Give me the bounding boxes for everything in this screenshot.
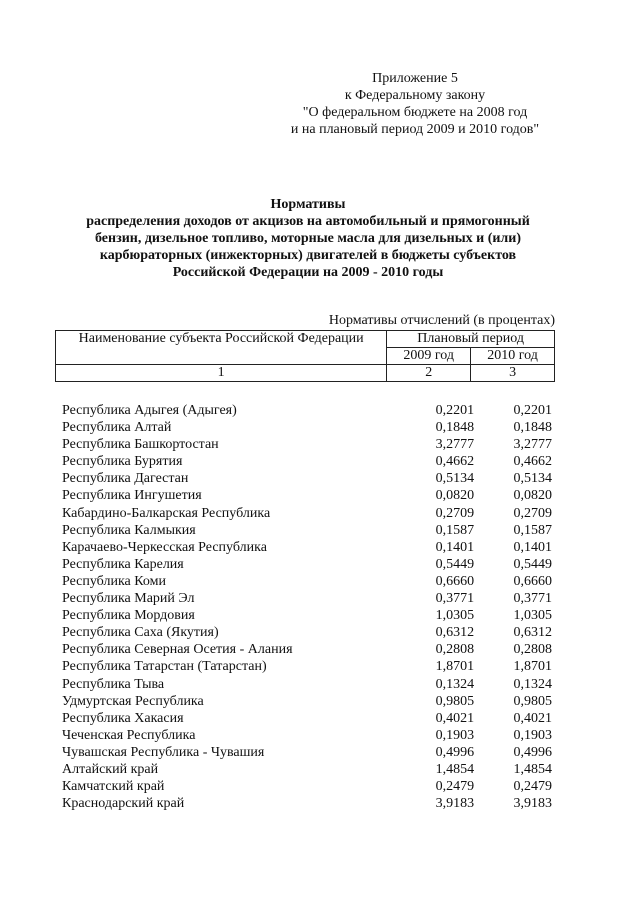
value-2010: 0,2479	[513, 779, 552, 795]
value-2010: 3,9183	[513, 796, 552, 812]
value-2009: 0,2808	[435, 642, 475, 658]
table-row	[62, 744, 552, 761]
table-row	[62, 453, 552, 470]
value-2010: 0,1401	[513, 539, 552, 555]
document-title	[56, 196, 560, 281]
value-2009: 0,4021	[435, 710, 475, 726]
table-row	[62, 522, 552, 539]
subject-name: Кабардино-Балкарская Республика	[62, 505, 271, 521]
value-2010: 0,1848	[513, 420, 552, 436]
value-2010: 0,2201	[513, 403, 552, 418]
value-2010: 3,2777	[513, 437, 552, 453]
table-row	[62, 761, 552, 778]
table-row	[62, 641, 552, 658]
header-col-num-3: 3	[471, 365, 555, 382]
table-row	[62, 710, 552, 727]
value-2009: 0,9805	[435, 693, 475, 709]
value-2010: 1,8701	[513, 659, 552, 675]
table-row	[62, 573, 552, 590]
value-2010: 0,1587	[513, 522, 552, 538]
table-row	[62, 727, 552, 744]
value-2010: 0,9805	[513, 693, 552, 709]
subject-name: Республика Хакасия	[62, 710, 184, 726]
header-year-2010: 2010 год	[471, 348, 555, 365]
table-row	[62, 590, 552, 607]
value-2009: 1,0305	[435, 608, 475, 624]
value-2010: 0,4996	[513, 744, 552, 760]
value-2009: 0,1848	[435, 420, 475, 436]
header-col-num-2: 2	[387, 365, 471, 382]
appendix-line: Приложение 5	[372, 71, 458, 86]
table-row	[62, 624, 552, 641]
appendix-line: к Федеральному закону	[344, 88, 486, 103]
subject-name: Республика Алтай	[62, 420, 172, 436]
subject-name: Республика Саха (Якутия)	[62, 625, 219, 641]
subject-name: Алтайский край	[62, 761, 159, 777]
subject-name: Республика Карелия	[62, 556, 184, 572]
value-2010: 1,4854	[513, 761, 552, 777]
value-2010: 0,2808	[513, 642, 552, 658]
value-2009: 0,5134	[435, 471, 475, 487]
table-header	[55, 330, 555, 382]
table-row	[62, 539, 552, 556]
units-caption: Нормативы отчислений (в процентах)	[328, 313, 555, 328]
value-2009: 0,5449	[435, 556, 475, 572]
value-2009: 0,1903	[435, 727, 475, 743]
value-2010: 0,2709	[513, 505, 552, 521]
subject-name: Краснодарский край	[62, 796, 185, 812]
appendix-line: и на плановый период 2009 и 2010 годов"	[290, 122, 540, 137]
title-line: распределения доходов от акцизов на автомобильный и прямогонный	[86, 214, 530, 229]
subject-name: Удмуртская Республика	[62, 693, 204, 709]
value-2010: 0,5449	[513, 556, 552, 572]
value-2010: 0,6312	[513, 625, 552, 641]
value-2009: 1,4854	[435, 761, 475, 777]
header-year-2009: 2009 год	[387, 348, 471, 365]
table-row	[62, 795, 552, 812]
value-2010: 0,1324	[513, 676, 552, 692]
subject-name: Республика Калмыкия	[62, 522, 196, 538]
subject-name: Республика Тыва	[62, 676, 165, 692]
table-row	[62, 693, 552, 710]
value-2009: 0,4662	[435, 454, 475, 470]
value-2010: 1,0305	[513, 608, 552, 624]
subject-name: Республика Башкортостан	[62, 437, 219, 453]
value-2010: 0,3771	[513, 591, 552, 607]
subject-name: Республика Адыгея (Адыгея)	[62, 403, 237, 418]
table-row	[62, 556, 552, 573]
title-line: бензин, дизельное топливо, моторные масла для дизельных и (или)	[94, 231, 522, 246]
value-2009: 0,1587	[435, 522, 475, 538]
value-2009: 3,9183	[435, 796, 475, 812]
subject-name: Республика Татарстан (Татарстан)	[62, 659, 267, 675]
table-row	[62, 505, 552, 522]
title-line: Нормативы	[270, 197, 346, 212]
table-row	[62, 419, 552, 436]
subject-name: Чеченская Республика	[62, 727, 196, 743]
value-2010: 0,0820	[513, 488, 552, 504]
subject-name: Чувашская Республика - Чувашия	[62, 744, 265, 760]
header-planning-period: Плановый период	[387, 331, 555, 348]
table-body	[62, 402, 552, 812]
subject-name: Карачаево-Черкесская Республика	[62, 539, 267, 555]
appendix-line: "О федеральном бюджете на 2008 год	[302, 105, 528, 120]
value-2009: 0,2709	[435, 505, 475, 521]
subject-name: Республика Ингушетия	[62, 488, 202, 504]
table-row	[62, 607, 552, 624]
subject-name: Республика Дагестан	[62, 471, 189, 487]
subject-name: Республика Марий Эл	[62, 591, 195, 607]
header-col-num-1: 1	[56, 365, 387, 382]
header-subject-name: Наименование субъекта Российской Федерации	[56, 331, 387, 365]
subject-name: Республика Бурятия	[62, 454, 183, 470]
value-2009: 0,4996	[435, 744, 475, 760]
table-row	[62, 487, 552, 504]
title-line: Российской Федерации на 2009 - 2010 годы	[172, 265, 444, 280]
value-2009: 1,8701	[435, 659, 475, 675]
value-2009: 0,2201	[435, 403, 475, 418]
value-2010: 0,5134	[513, 471, 552, 487]
subject-name: Республика Северная Осетия - Алания	[62, 642, 293, 658]
value-2009: 0,1324	[435, 676, 475, 692]
value-2009: 3,2777	[435, 437, 475, 453]
subject-name: Республика Мордовия	[62, 608, 195, 624]
appendix-header	[270, 70, 560, 138]
value-2009: 0,0820	[435, 488, 475, 504]
value-2009: 0,6312	[435, 625, 475, 641]
table-row	[62, 778, 552, 795]
value-2009: 0,1401	[435, 539, 475, 555]
table-row	[62, 436, 552, 453]
table-row	[62, 402, 552, 419]
table-row	[62, 676, 552, 693]
subject-name: Республика Коми	[62, 573, 166, 589]
value-2010: 0,1903	[513, 727, 552, 743]
title-line: карбюраторных (инжекторных) двигателей в бюджеты субъектов	[99, 248, 517, 263]
table-row	[62, 658, 552, 675]
table-row	[62, 470, 552, 487]
value-2009: 0,2479	[435, 779, 475, 795]
value-2009: 0,6660	[435, 573, 475, 589]
value-2009: 0,3771	[435, 591, 475, 607]
value-2010: 0,4021	[513, 710, 552, 726]
subject-name: Камчатский край	[62, 779, 165, 795]
value-2010: 0,4662	[513, 454, 552, 470]
value-2010: 0,6660	[513, 573, 552, 589]
